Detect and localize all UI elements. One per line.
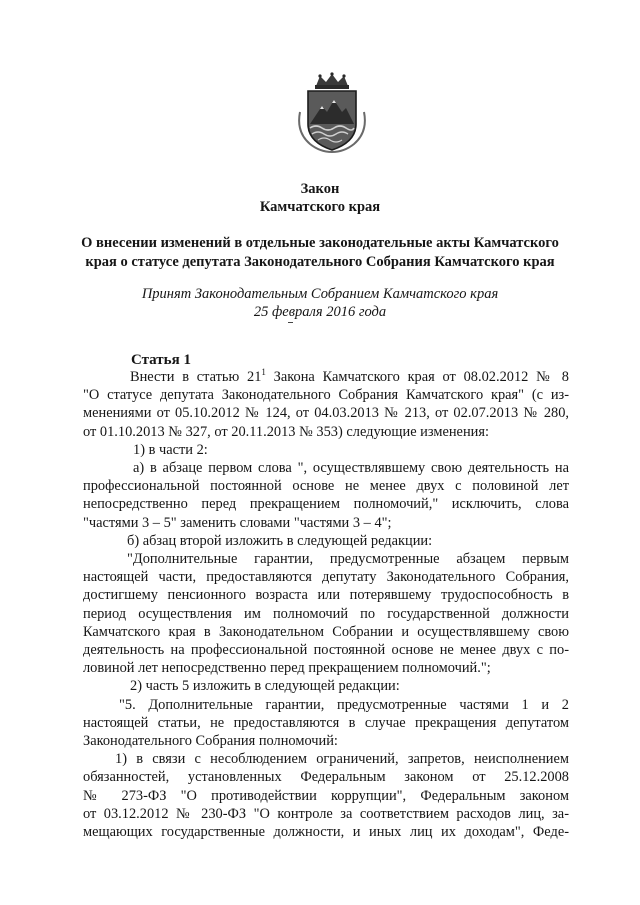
- adoption-date: 25 февраля 2016 года: [253, 304, 387, 320]
- article-text-line: менениями от 05.10.2012 № 124, от 04.03.2013 № 213, от 02.07.2013 № 280,: [83, 405, 569, 422]
- article-text-line: № 273-ФЗ "О противодействии коррупции", Федеральным законом: [83, 787, 569, 804]
- article-text-line: непосредственно перед прекращением полномочий," исключить, слова: [83, 496, 569, 513]
- article-text-line: Камчатского края в Законодательном Собрании и осуществлявшему свою: [83, 623, 569, 640]
- article-text-line: 1) в связи с несоблюдением ограничений, запретов, неисполнением: [115, 751, 569, 768]
- divider-mark: [288, 322, 293, 323]
- article-body: [83, 368, 569, 841]
- article-text-line: 1) в части 2:: [133, 441, 208, 458]
- article-text-line: "О статусе депутата Законодательного Собрания Камчатского края" (с из-: [83, 387, 569, 404]
- adoption-note-line-1: Принят Законодательным Собранием Камчатского края: [141, 286, 499, 302]
- article-text-line: ловиной лет непосредственно перед прекращением полномочий.";: [83, 660, 491, 677]
- document-type: Закон: [300, 181, 340, 197]
- article-text-line: "Дополнительные гарантии, предусмотренные абзацем первым: [127, 551, 569, 568]
- article-text-line: достигшему пенсионного возраста или потерявшему трудоспособность в: [83, 587, 569, 604]
- article-text-line: настоящей части, предоставляются депутату Законодательного Собрания,: [83, 569, 569, 586]
- article-text-line: от 03.12.2012 № 230-ФЗ "О контроле за соответствием расходов лиц, за-: [83, 805, 569, 822]
- article-text-line: "частями 3 – 5" заменить словами "частями 3 – 4";: [83, 514, 392, 531]
- document-subject-line-2: края о статусе депутата Законодательного Собрания Камчатского края: [85, 254, 555, 270]
- kamchatka-coat-of-arms-icon: [296, 72, 368, 154]
- article-text-line: 2) часть 5 изложить в следующей редакции:: [130, 678, 400, 695]
- article-text-line: настоящей статьи, не предоставляются в случае прекращения депутатом: [83, 714, 569, 731]
- region-name: Камчатского края: [259, 199, 381, 215]
- document-subject-line-1: О внесении изменений в отдельные законодательные акты Камчатского: [81, 235, 559, 251]
- article-text-line: "5. Дополнительные гарантии, предусмотренные частями 1 и 2: [119, 696, 569, 713]
- article-text-line: б) абзац второй изложить в следующей редакции:: [127, 532, 433, 549]
- article-text-line: мещающих государственные должности, и иных лиц их доходам", Феде-: [83, 824, 569, 841]
- article-text-line: а) в абзаце первом слова ", осуществлявшему свою деятельность на: [133, 460, 569, 477]
- article-text-line: Законодательного Собрания полномочий:: [83, 733, 338, 750]
- article-text-line: профессиональной постоянной основе не менее двух с половиной лет: [83, 478, 569, 495]
- article-text-line: Внести в статью $21^1$ Закона Камчатского края от 08.02.2012 № 8: [130, 367, 570, 385]
- superscript-number: 1: [261, 367, 266, 378]
- article-heading: Статья 1: [131, 352, 191, 368]
- article-text-line: период осуществления им полномочий по государственной должности: [83, 605, 569, 622]
- article-text-line: обязанностей, установленных Федеральным законом от 25.12.2008: [83, 769, 569, 786]
- article-text-line: от 01.10.2013 № 327, от 20.11.2013 № 353) следующие изменения:: [83, 423, 489, 440]
- article-text-line: деятельность на профессиональной постоянной основе не менее двух с по-: [83, 642, 569, 659]
